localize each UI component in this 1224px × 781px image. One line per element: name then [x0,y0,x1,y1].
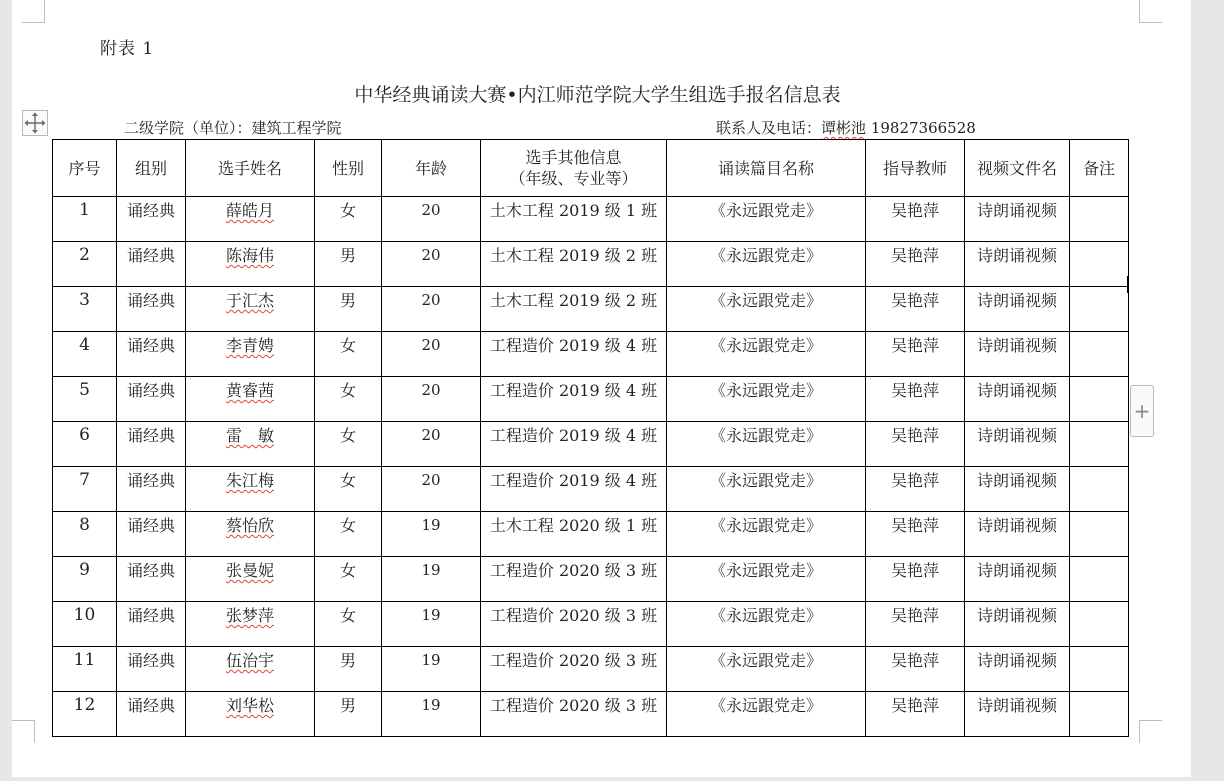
header-cell[interactable]: 序号 [53,140,117,197]
row-number-cell[interactable]: 2 [53,242,117,287]
row-number-cell[interactable]: 5 [53,377,117,422]
instructor-cell[interactable]: 吴艳萍 [866,647,965,692]
contestant-name: 张梦萍 [225,606,274,625]
header-line: （年级、专业等） [509,169,638,188]
table-row [53,512,1129,557]
contestant-name-cell[interactable] [186,422,315,467]
instructor-cell[interactable]: 吴艳萍 [866,197,965,242]
video-filename-cell[interactable]: 诗朗诵视频 [965,197,1070,242]
recitation-title-cell[interactable]: 《永远跟党走》 [667,332,866,377]
table-row [53,647,1129,692]
contestant-name: 雷 敏 [225,426,274,445]
contestant-name-cell[interactable] [186,332,315,377]
contestant-info-cell[interactable]: 工程造价 2019 级 4 班 [481,422,667,467]
remarks-cell[interactable] [1070,332,1129,377]
video-filename-cell[interactable]: 诗朗诵视频 [965,287,1070,332]
row-number-cell[interactable]: 8 [53,512,117,557]
gender-cell[interactable]: 女 [315,512,382,557]
group-cell[interactable]: 诵经典 [117,647,186,692]
table-row [53,197,1129,242]
age-cell[interactable]: 20 [382,332,481,377]
row-number-cell[interactable]: 3 [53,287,117,332]
header-cell[interactable]: 组别 [117,140,186,197]
table-row [53,287,1129,332]
remarks-cell[interactable] [1070,467,1129,512]
row-number-cell[interactable]: 1 [53,197,117,242]
text-cursor [1127,276,1129,293]
contestant-info-cell[interactable]: 工程造价 2020 级 3 班 [481,602,667,647]
contestant-info-cell[interactable]: 工程造价 2020 级 3 班 [481,557,667,602]
group-cell[interactable]: 诵经典 [117,242,186,287]
age-cell[interactable]: 19 [382,647,481,692]
instructor-cell[interactable]: 吴艳萍 [866,602,965,647]
group-cell[interactable]: 诵经典 [117,377,186,422]
move-arrows-icon[interactable] [22,110,48,136]
contestant-name-cell[interactable] [186,692,315,737]
recitation-title-cell[interactable]: 《永远跟党走》 [667,647,866,692]
header-cell[interactable]: 指导教师 [866,140,965,197]
instructor-cell[interactable]: 吴艳萍 [866,377,965,422]
table-row [53,332,1129,377]
table-body [53,197,1129,737]
gender-cell[interactable]: 女 [315,602,382,647]
gender-cell[interactable]: 男 [315,242,382,287]
age-cell[interactable]: 20 [382,422,481,467]
contestant-name-cell[interactable] [186,377,315,422]
table-header-row [53,140,1129,197]
contestant-info-cell[interactable]: 工程造价 2019 级 4 班 [481,377,667,422]
video-filename-cell[interactable]: 诗朗诵视频 [965,602,1070,647]
header-cell[interactable]: 视频文件名 [965,140,1070,197]
remarks-cell[interactable] [1070,287,1129,332]
instructor-cell[interactable]: 吴艳萍 [866,422,965,467]
age-cell[interactable]: 19 [382,512,481,557]
contestant-name-cell[interactable] [186,602,315,647]
instructor-cell[interactable]: 吴艳萍 [866,557,965,602]
group-cell[interactable]: 诵经典 [117,557,186,602]
contestant-info-cell[interactable]: 工程造价 2020 级 3 班 [481,647,667,692]
contestant-name: 于汇杰 [225,291,274,310]
header-cell[interactable]: 备注 [1070,140,1129,197]
contestant-info-cell[interactable]: 工程造价 2019 级 4 班 [481,332,667,377]
department-label: 二级学院（单位）： [124,119,252,137]
instructor-cell[interactable]: 吴艳萍 [866,512,965,557]
age-cell[interactable]: 20 [382,377,481,422]
contestant-name: 朱江梅 [225,471,274,490]
remarks-cell[interactable] [1070,692,1129,737]
header-cell[interactable] [481,140,667,197]
group-cell[interactable]: 诵经典 [117,332,186,377]
contestant-name: 刘华松 [225,696,274,715]
contestant-name-cell[interactable] [186,557,315,602]
instructor-cell[interactable]: 吴艳萍 [866,242,965,287]
remarks-cell[interactable] [1070,557,1129,602]
department-line [124,117,342,138]
contestant-info-cell[interactable]: 土木工程 2019 级 2 班 [481,287,667,332]
instructor-cell[interactable]: 吴艳萍 [866,332,965,377]
gender-cell[interactable]: 女 [315,557,382,602]
recitation-title-cell[interactable]: 《永远跟党走》 [667,422,866,467]
group-cell[interactable]: 诵经典 [117,197,186,242]
recitation-title-cell[interactable]: 《永远跟党走》 [667,242,866,287]
age-cell[interactable]: 19 [382,557,481,602]
page-corner-mark [1139,0,1162,23]
video-filename-cell[interactable]: 诗朗诵视频 [965,647,1070,692]
age-cell[interactable]: 19 [382,692,481,737]
contestant-name-cell[interactable] [186,512,315,557]
page-corner-mark [22,0,45,23]
recitation-title-cell[interactable]: 《永远跟党走》 [667,557,866,602]
remarks-cell[interactable] [1070,422,1129,467]
video-filename-cell[interactable]: 诗朗诵视频 [965,377,1070,422]
group-cell[interactable]: 诵经典 [117,602,186,647]
gender-cell[interactable]: 男 [315,692,382,737]
contestant-name: 李青娉 [225,336,274,355]
video-filename-cell[interactable]: 诗朗诵视频 [965,422,1070,467]
header-cell[interactable]: 年龄 [382,140,481,197]
age-cell[interactable]: 20 [382,467,481,512]
contact-label: 联系人及电话： [716,119,822,137]
remarks-cell[interactable] [1070,197,1129,242]
video-filename-cell[interactable]: 诗朗诵视频 [965,467,1070,512]
remarks-cell[interactable] [1070,242,1129,287]
contact-name: 谭彬池 [821,119,867,137]
contestant-name-cell[interactable] [186,467,315,512]
remarks-cell[interactable] [1070,647,1129,692]
header-line: 选手其他信息 [525,148,622,167]
table-row [53,602,1129,647]
gender-cell[interactable]: 女 [315,467,382,512]
row-number-cell[interactable]: 4 [53,332,117,377]
contestant-name: 伍治宇 [225,651,274,670]
age-cell[interactable]: 19 [382,602,481,647]
video-filename-cell[interactable]: 诗朗诵视频 [965,692,1070,737]
contestant-name-cell[interactable] [186,287,315,332]
remarks-cell[interactable] [1070,377,1129,422]
registration-table [52,139,1129,737]
group-cell[interactable]: 诵经典 [117,692,186,737]
row-number-cell[interactable]: 12 [53,692,117,737]
group-cell[interactable]: 诵经典 [117,287,186,332]
group-cell[interactable]: 诵经典 [117,467,186,512]
table-row [53,692,1129,737]
contestant-info-cell[interactable]: 土木工程 2020 级 1 班 [481,512,667,557]
recitation-title-cell[interactable]: 《永远跟党走》 [667,512,866,557]
contestant-name-cell[interactable] [186,242,315,287]
contact-line [716,117,976,138]
row-number-cell[interactable]: 6 [53,422,117,467]
gender-cell[interactable]: 男 [315,647,382,692]
gender-cell[interactable]: 男 [315,287,382,332]
age-cell[interactable]: 20 [382,197,481,242]
table-row [53,422,1129,467]
plus-icon[interactable]: + [1130,385,1154,437]
recitation-title-cell[interactable]: 《永远跟党走》 [667,602,866,647]
contestant-name: 薛皓月 [225,201,274,220]
group-cell[interactable]: 诵经典 [117,422,186,467]
video-filename-cell[interactable]: 诗朗诵视频 [965,242,1070,287]
group-cell[interactable]: 诵经典 [117,512,186,557]
department-value: 建筑工程学院 [251,119,342,137]
contestant-info-cell[interactable]: 土木工程 2019 级 2 班 [481,242,667,287]
contestant-name: 蔡怡欣 [225,516,274,535]
row-number-cell[interactable]: 9 [53,557,117,602]
contestant-name-cell[interactable] [186,647,315,692]
gender-cell[interactable]: 女 [315,377,382,422]
remarks-cell[interactable] [1070,602,1129,647]
page-corner-mark [1139,720,1162,743]
header-cell[interactable]: 诵读篇目名称 [667,140,866,197]
gender-cell[interactable]: 女 [315,197,382,242]
video-filename-cell[interactable]: 诗朗诵视频 [965,512,1070,557]
instructor-cell[interactable]: 吴艳萍 [866,692,965,737]
contestant-name-cell[interactable] [186,197,315,242]
contestant-name: 黄睿茜 [225,381,274,400]
contact-phone: 19827366528 [870,119,976,137]
row-number-cell[interactable]: 11 [53,647,117,692]
video-filename-cell[interactable]: 诗朗诵视频 [965,332,1070,377]
row-number-cell[interactable]: 10 [53,602,117,647]
recitation-title-cell[interactable]: 《永远跟党走》 [667,377,866,422]
table-row [53,467,1129,512]
video-filename-cell[interactable]: 诗朗诵视频 [965,557,1070,602]
recitation-title-cell[interactable]: 《永远跟党走》 [667,197,866,242]
age-cell[interactable]: 20 [382,242,481,287]
instructor-cell[interactable]: 吴艳萍 [866,287,965,332]
table-row [53,557,1129,602]
table-row [53,242,1129,287]
table-row [53,377,1129,422]
row-number-cell[interactable]: 7 [53,467,117,512]
contestant-name: 张曼妮 [225,561,274,580]
contestant-name: 陈海伟 [225,246,274,265]
contestant-info-cell[interactable]: 工程造价 2019 级 4 班 [481,467,667,512]
recitation-title-cell[interactable]: 《永远跟党走》 [667,692,866,737]
contestant-info-cell[interactable]: 土木工程 2019 级 1 班 [481,197,667,242]
window-edge [1191,0,1224,781]
recitation-title-cell[interactable]: 《永远跟党走》 [667,467,866,512]
document-title: 中华经典诵读大赛•内江师范学院大学生组选手报名信息表 [354,84,841,106]
gender-cell[interactable]: 女 [315,422,382,467]
age-cell[interactable]: 20 [382,287,481,332]
instructor-cell[interactable]: 吴艳萍 [866,467,965,512]
appendix-label: 附表 1 [100,39,155,59]
gender-cell[interactable]: 女 [315,332,382,377]
page-corner-mark [12,720,35,743]
remarks-cell[interactable] [1070,512,1129,557]
header-cell[interactable]: 选手姓名 [186,140,315,197]
recitation-title-cell[interactable]: 《永远跟党走》 [667,287,866,332]
contestant-info-cell[interactable]: 工程造价 2020 级 3 班 [481,692,667,737]
header-cell[interactable]: 性别 [315,140,382,197]
